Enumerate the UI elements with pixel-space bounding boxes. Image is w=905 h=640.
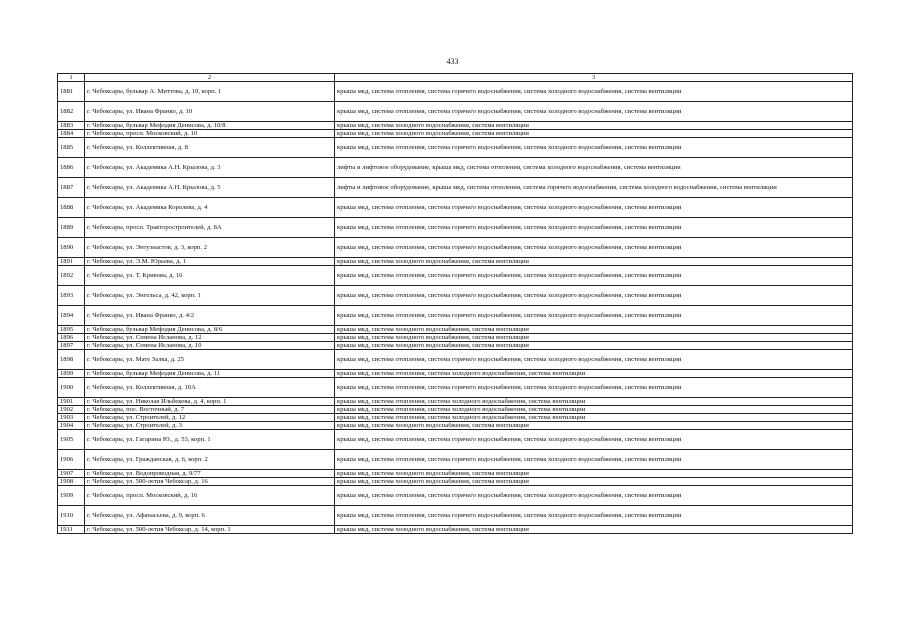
- table-row: [58, 350, 853, 370]
- table-row: [58, 450, 853, 470]
- works-cell: крыша мкд, система холодного водоснабжения, система вентиляции: [335, 478, 853, 486]
- row-number-cell: 1908: [58, 478, 85, 486]
- works-cell: крыша мкд, система холодного водоснабжения, система вентиляции: [335, 326, 853, 334]
- address-cell: г. Чебоксары, ул. Ивана Франко, д. 10: [85, 102, 335, 122]
- works-cell: крыша мкд, система отопления, система горячего водоснабжения, система холодного водоснабжения, система вентиляции: [335, 82, 853, 102]
- address-cell: г. Чебоксары, бульвар А. Миттова, д. 10, корп. 1: [85, 82, 335, 102]
- works-cell: крыша мкд, система отопления, система горячего водоснабжения, система холодного водоснабжения, система вентиляции: [335, 286, 853, 306]
- address-cell: г. Чебоксары, ул. Энтузиастов, д. 3, корп. 2: [85, 238, 335, 258]
- row-number-cell: 1896: [58, 334, 85, 342]
- works-cell: крыша мкд, система отопления, система горячего водоснабжения, система холодного водоснабжения, система вентиляции: [335, 138, 853, 158]
- housing-works-table: [57, 73, 853, 534]
- table-row: [58, 342, 853, 350]
- address-cell: г. Чебоксары, ул. Семена Исланова, д. 10: [85, 342, 335, 350]
- row-number-cell: 1910: [58, 506, 85, 526]
- address-cell: г. Чебоксары, ул. 500-летия Чебоксар, д. 16: [85, 478, 335, 486]
- table-row: [58, 158, 853, 178]
- address-cell: г. Чебоксары, бульвар Мефодия Денисова, д. 10/8: [85, 122, 335, 130]
- works-cell: крыша мкд, система отопления, система горячего водоснабжения, система холодного водоснабжения, система вентиляции: [335, 450, 853, 470]
- address-cell: г. Чебоксары, просп. Московский, д. 16: [85, 486, 335, 506]
- works-cell: крыша мкд, система холодного водоснабжения, система вентиляции: [335, 258, 853, 266]
- row-number-cell: 1881: [58, 82, 85, 102]
- row-number-cell: 1891: [58, 258, 85, 266]
- address-cell: г. Чебоксары, ул. Гражданская, д. 6, корп. 2: [85, 450, 335, 470]
- table-row: [58, 370, 853, 378]
- row-number-cell: 1906: [58, 450, 85, 470]
- works-cell: крыша мкд, система отопления, система горячего водоснабжения, система холодного водоснабжения, система вентиляции: [335, 486, 853, 506]
- table-row: [58, 218, 853, 238]
- works-cell: лифты и лифтовое оборудование, крыша мкд, система отопления, система горячего водоснабжения, система холодного водоснабжения, система вентиляции: [335, 178, 853, 198]
- address-cell: г. Чебоксары, ул. Академика Королева, д. 4: [85, 198, 335, 218]
- table-row: [58, 326, 853, 334]
- row-number-cell: 1892: [58, 266, 85, 286]
- address-cell: г. Чебоксары, бульвар Мефодия Денисова, д. 11: [85, 370, 335, 378]
- address-cell: г. Чебоксары, ул. Коллективная, д. 8: [85, 138, 335, 158]
- address-cell: г. Чебоксары, ул. Гагарина Ю., д. 53, корп. 1: [85, 430, 335, 450]
- row-number-cell: 1882: [58, 102, 85, 122]
- table-row: [58, 406, 853, 414]
- works-cell: лифты и лифтовое оборудование, крыша мкд, система отопления, система холодного водоснабжения, система вентиляции: [335, 158, 853, 178]
- table-row: [58, 238, 853, 258]
- works-cell: крыша мкд, система отопления, система горячего водоснабжения, система холодного водоснабжения, система вентиляции: [335, 218, 853, 238]
- works-cell: крыша мкд, система холодного водоснабжения, система вентиляции: [335, 342, 853, 350]
- row-number-cell: 1883: [58, 122, 85, 130]
- address-cell: г. Чебоксары, ул. Академика А.Н. Крылова, д. 3: [85, 158, 335, 178]
- table-row: [58, 414, 853, 422]
- row-number-cell: 1887: [58, 178, 85, 198]
- table-row: [58, 506, 853, 526]
- table-header-row: [58, 74, 853, 82]
- works-cell: крыша мкд, система холодного водоснабжения, система вентиляции: [335, 334, 853, 342]
- address-cell: г. Чебоксары, ул. Коллективная, д. 10А: [85, 378, 335, 398]
- row-number-cell: 1894: [58, 306, 85, 326]
- table-row: [58, 122, 853, 130]
- address-cell: г. Чебоксары, просп. Московский, д. 10: [85, 130, 335, 138]
- works-cell: крыша мкд, система холодного водоснабжения, система вентиляции: [335, 470, 853, 478]
- address-cell: г. Чебоксары, ул. Строителей, д. 3: [85, 422, 335, 430]
- works-cell: крыша мкд, система отопления, система горячего водоснабжения, система холодного водоснабжения, система вентиляции: [335, 506, 853, 526]
- address-cell: г. Чебоксары, ул. Водопроводная, д. 9/77: [85, 470, 335, 478]
- table-row: [58, 138, 853, 158]
- row-number-cell: 1901: [58, 398, 85, 406]
- table-row: [58, 422, 853, 430]
- table-row: [58, 198, 853, 218]
- address-cell: г. Чебоксары, ул. Афанасьева, д. 9, корп. 6: [85, 506, 335, 526]
- row-number-cell: 1888: [58, 198, 85, 218]
- works-cell: крыша мкд, система отопления, система горячего водоснабжения, система холодного водоснабжения, система вентиляции: [335, 378, 853, 398]
- address-cell: г. Чебоксары, пос. Восточный, д. 7: [85, 406, 335, 414]
- table-row: [58, 178, 853, 198]
- table-row: [58, 398, 853, 406]
- works-cell: крыша мкд, система холодного водоснабжения, система вентиляции: [335, 130, 853, 138]
- address-cell: г. Чебоксары, ул. 500-летия Чебоксар, д. 14, корп. 1: [85, 526, 335, 534]
- row-number-cell: 1898: [58, 350, 85, 370]
- row-number-cell: 1884: [58, 130, 85, 138]
- row-number-cell: 1893: [58, 286, 85, 306]
- address-cell: г. Чебоксары, ул. Академика А.Н. Крылова, д. 5: [85, 178, 335, 198]
- works-cell: крыша мкд, система отопления, система горячего водоснабжения, система холодного водоснабжения, система вентиляции: [335, 102, 853, 122]
- column-header-2: 2: [85, 74, 335, 82]
- table-row: [58, 486, 853, 506]
- row-number-cell: 1904: [58, 422, 85, 430]
- works-cell: крыша мкд, система отопления, система холодного водоснабжения, система вентиляции: [335, 370, 853, 378]
- table-row: [58, 266, 853, 286]
- works-cell: крыша мкд, система отопления, система горячего водоснабжения, система холодного водоснабжения, система вентиляции: [335, 350, 853, 370]
- address-cell: г. Чебоксары, ул. Мате Залка, д. 25: [85, 350, 335, 370]
- works-cell: крыша мкд, система холодного водоснабжения, система вентиляции: [335, 122, 853, 130]
- row-number-cell: 1911: [58, 526, 85, 534]
- works-cell: крыша мкд, система отопления, система холодного водоснабжения, система вентиляции: [335, 406, 853, 414]
- works-cell: крыша мкд, система отопления, система горячего водоснабжения, система холодного водоснабжения, система вентиляции: [335, 198, 853, 218]
- table-row: [58, 306, 853, 326]
- works-cell: крыша мкд, система отопления, система горячего водоснабжения, система холодного водоснабжения, система вентиляции: [335, 306, 853, 326]
- row-number-cell: 1895: [58, 326, 85, 334]
- works-cell: крыша мкд, система отопления, система холодного водоснабжения, система вентиляции: [335, 414, 853, 422]
- table-body: [58, 74, 853, 534]
- page-number: 433: [446, 57, 459, 66]
- row-number-cell: 1886: [58, 158, 85, 178]
- row-number-cell: 1909: [58, 486, 85, 506]
- address-cell: г. Чебоксары, ул. Семена Исланова, д. 12: [85, 334, 335, 342]
- table-row: [58, 130, 853, 138]
- address-cell: г. Чебоксары, ул. Энгельса, д. 42, корп. 1: [85, 286, 335, 306]
- row-number-cell: 1903: [58, 414, 85, 422]
- address-cell: г. Чебоксары, ул. Строителей, д. 12: [85, 414, 335, 422]
- address-cell: г. Чебоксары, ул. Э.М. Юрьева, д. 1: [85, 258, 335, 266]
- table-row: [58, 378, 853, 398]
- table-row: [58, 430, 853, 450]
- table-row: [58, 526, 853, 534]
- column-header-1: 1: [58, 74, 85, 82]
- works-cell: крыша мкд, система холодного водоснабжения, система вентиляции: [335, 526, 853, 534]
- table-row: [58, 334, 853, 342]
- row-number-cell: 1890: [58, 238, 85, 258]
- column-header-3: 3: [335, 74, 853, 82]
- works-cell: крыша мкд, система холодного водоснабжения, система вентиляции: [335, 422, 853, 430]
- row-number-cell: 1902: [58, 406, 85, 414]
- table-row: [58, 82, 853, 102]
- table-row: [58, 470, 853, 478]
- address-cell: г. Чебоксары, ул. Николая Ильбекова, д. 4, корп. 1: [85, 398, 335, 406]
- table-row: [58, 258, 853, 266]
- row-number-cell: 1907: [58, 470, 85, 478]
- table-row: [58, 286, 853, 306]
- row-number-cell: 1889: [58, 218, 85, 238]
- works-cell: крыша мкд, система отопления, система холодного водоснабжения, система вентиляции: [335, 398, 853, 406]
- address-cell: г. Чебоксары, ул. Т. Кривова, д. 16: [85, 266, 335, 286]
- address-cell: г. Чебоксары, ул. Ивана Франко, д. 4/2: [85, 306, 335, 326]
- works-cell: крыша мкд, система отопления, система горячего водоснабжения, система холодного водоснабжения, система вентиляции: [335, 430, 853, 450]
- row-number-cell: 1885: [58, 138, 85, 158]
- address-cell: г. Чебоксары, бульвар Мефодия Денисова, д. 8/6: [85, 326, 335, 334]
- table-row: [58, 102, 853, 122]
- row-number-cell: 1899: [58, 370, 85, 378]
- row-number-cell: 1897: [58, 342, 85, 350]
- table-row: [58, 478, 853, 486]
- address-cell: г. Чебоксары, просп. Тракторостроителей, д. 8А: [85, 218, 335, 238]
- row-number-cell: 1900: [58, 378, 85, 398]
- works-cell: крыша мкд, система отопления, система горячего водоснабжения, система холодного водоснабжения, система вентиляции: [335, 238, 853, 258]
- row-number-cell: 1905: [58, 430, 85, 450]
- works-cell: крыша мкд, система отопления, система горячего водоснабжения, система холодного водоснабжения, система вентиляции: [335, 266, 853, 286]
